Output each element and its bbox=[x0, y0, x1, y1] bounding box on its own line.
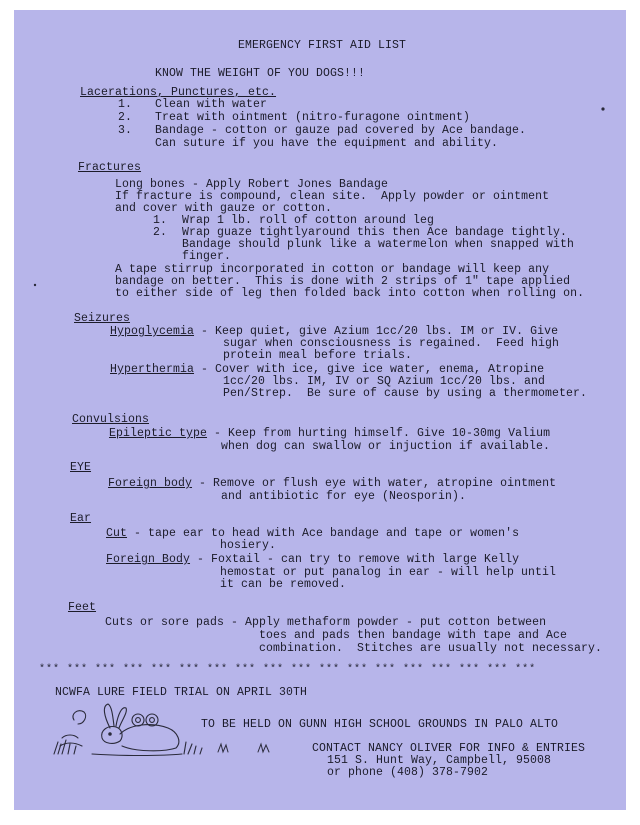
epileptic-line-1: - Keep from hurting himself. Give 10-30mg Valium bbox=[207, 427, 551, 440]
heading-eye: EYE bbox=[70, 461, 92, 474]
ear-fb-line-3: it can be removed. bbox=[220, 578, 347, 591]
page-subtitle: KNOW THE WEIGHT OF YOU DOGS!!! bbox=[155, 67, 366, 80]
fracture-line-1: Long bones - Apply Robert Jones Bandage bbox=[115, 178, 389, 191]
eye-line-2: and antibiotic for eye (Neosporin). bbox=[221, 490, 467, 503]
lac-text-1: Clean with water bbox=[155, 98, 268, 111]
grass-tufts-drawing bbox=[216, 738, 276, 756]
fracture-line-2: If fracture is compound, clean site. Apply powder or ointment bbox=[115, 190, 550, 203]
eye-line-1: - Remove or flush eye with water, atropine ointment bbox=[192, 477, 557, 490]
stirrup-line-1: A tape stirrup incorporated in cotton or bandage will keep any bbox=[115, 263, 550, 276]
page-title: EMERGENCY FIRST AID LIST bbox=[238, 39, 407, 52]
heading-lacerations: Lacerations, Punctures, etc. bbox=[80, 86, 277, 99]
hyper-line-1: - Cover with ice, give ice water, enema, Atropine bbox=[194, 363, 545, 376]
lac-num-1: 1. bbox=[118, 98, 133, 111]
fracture-step-num-1: 1. bbox=[153, 214, 168, 227]
epileptic-label: Epileptic type bbox=[109, 427, 208, 440]
stray-mark bbox=[600, 106, 606, 112]
lac-num-3: 3. bbox=[118, 124, 133, 137]
fracture-line-3: and cover with gauze or cotton. bbox=[115, 202, 333, 215]
event-location: TO BE HELD ON GUNN HIGH SCHOOL GROUNDS IN PALO ALTO bbox=[201, 718, 559, 731]
hypo-line-2: sugar when consciousness is regained. Feed high bbox=[223, 337, 560, 350]
ear-fb-line-1: - Foxtail - can try to remove with large Kelly bbox=[190, 553, 520, 566]
ear-cut-label: Cut bbox=[106, 527, 128, 540]
lac-text-3-cont: Can suture if you have the equipment and ability. bbox=[155, 137, 499, 150]
contact-line-2: 151 S. Hunt Way, Campbell, 95008 bbox=[327, 754, 552, 767]
heading-feet: Feet bbox=[68, 601, 97, 614]
ear-foreign-body-label: Foreign Body bbox=[106, 553, 191, 566]
feet-line-3: combination. Stitches are usually not necessary. bbox=[259, 642, 603, 655]
hyper-line-3: Pen/Strep. Be sure of cause by using a thermometer. bbox=[223, 387, 588, 400]
flyer-page bbox=[14, 10, 626, 810]
ear-fb-line-2: hemostat or put panalog in ear - will help until bbox=[220, 566, 557, 579]
stray-mark-2 bbox=[32, 282, 38, 288]
stirrup-line-2: bandage on better. This is done with 2 strips of 1" tape applied bbox=[115, 275, 571, 288]
hypo-line-3: protein meal before trials. bbox=[223, 349, 413, 362]
separator-row: *** *** *** *** *** *** *** *** *** *** *** *** *** *** *** *** *** *** bbox=[39, 664, 537, 675]
heading-convulsions: Convulsions bbox=[72, 413, 150, 426]
heading-fractures: Fractures bbox=[78, 161, 142, 174]
contact-line-3: or phone (408) 378-7902 bbox=[327, 766, 489, 779]
lac-text-3: Bandage - cotton or gauze pad covered by Ace bandage. bbox=[155, 124, 527, 137]
feet-line-2: toes and pads then bandage with tape and Ace bbox=[259, 629, 568, 642]
hypo-label: Hypoglycemia bbox=[110, 325, 195, 338]
fracture-step-text-2: Wrap guaze tightlyaround this then Ace bandage tightly. bbox=[182, 226, 568, 239]
fracture-step2-cont-1: Bandage should plunk like a watermelon when snapped with bbox=[182, 238, 575, 251]
event-title: NCWFA LURE FIELD TRIAL ON APRIL 30TH bbox=[55, 686, 308, 699]
fracture-step-num-2: 2. bbox=[153, 226, 168, 239]
lac-text-2: Treat with ointment (nitro-furagone ointment) bbox=[155, 111, 471, 124]
epileptic-line-2: when dog can swallow or injuction if available. bbox=[221, 440, 551, 453]
hyper-line-2: 1cc/20 lbs. IM, IV or SQ Azium 1cc/20 lbs. and bbox=[223, 375, 546, 388]
fracture-step2-cont-2: finger. bbox=[182, 250, 232, 263]
epileptic-row bbox=[109, 428, 550, 440]
heading-ear: Ear bbox=[70, 512, 92, 525]
eye-row bbox=[108, 478, 556, 490]
eye-foreign-body-label: Foreign body bbox=[108, 477, 193, 490]
ear-cut-row bbox=[106, 528, 519, 540]
rabbit-drawing bbox=[52, 698, 207, 758]
hyper-label: Hyperthermia bbox=[110, 363, 195, 376]
contact-line-1: CONTACT NANCY OLIVER FOR INFO & ENTRIES bbox=[312, 742, 586, 755]
hypo-line-1: - Keep quiet, give Azium 1cc/20 lbs. IM or IV. Give bbox=[194, 325, 559, 338]
fracture-step-text-1: Wrap 1 lb. roll of cotton around leg bbox=[182, 214, 435, 227]
heading-seizures: Seizures bbox=[74, 312, 131, 325]
ear-fb-row bbox=[106, 554, 519, 566]
ear-cut-line-1: - tape ear to head with Ace bandage and tape or women's bbox=[127, 527, 520, 540]
stirrup-line-3: to either side of leg then folded back into cotton when rolling on. bbox=[115, 287, 585, 300]
feet-line-1: Cuts or sore pads - Apply methaform powder - put cotton between bbox=[105, 616, 547, 629]
ear-cut-line-2: hosiery. bbox=[220, 539, 277, 552]
lac-num-2: 2. bbox=[118, 111, 133, 124]
